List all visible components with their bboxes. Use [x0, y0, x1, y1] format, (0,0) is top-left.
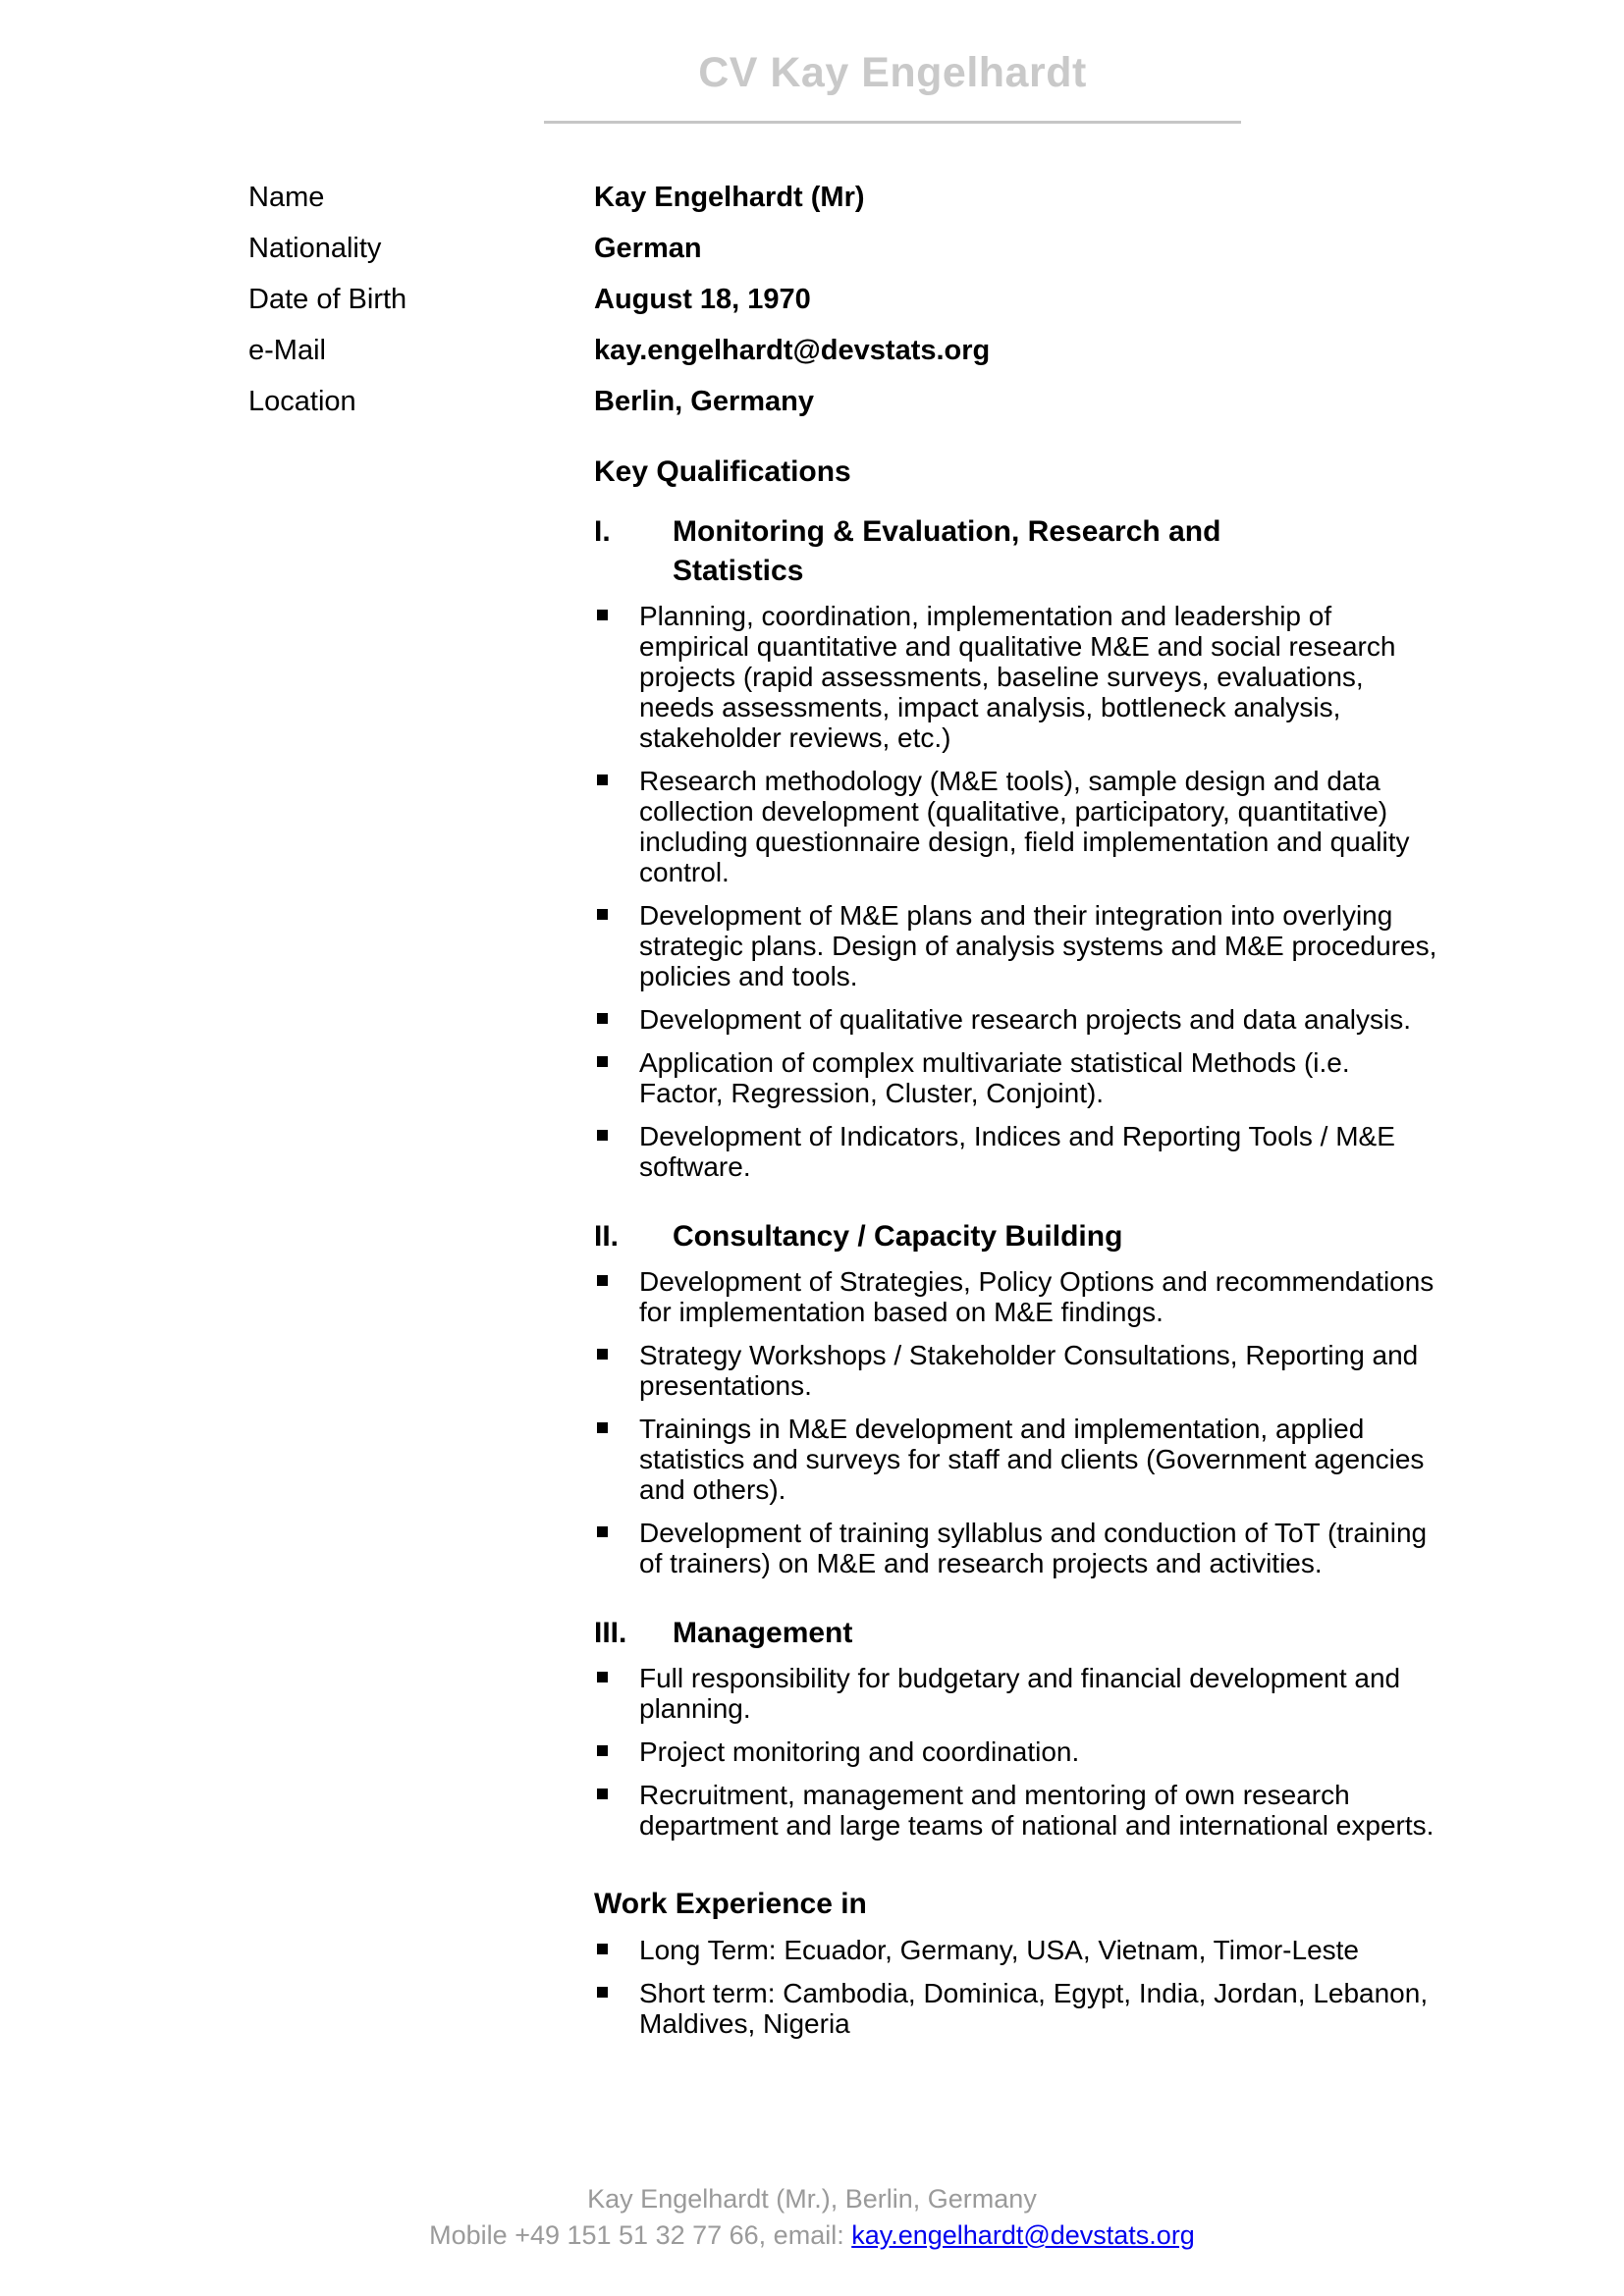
- list-item-text: Project monitoring and coordination.: [639, 1736, 1080, 1767]
- list-item: [594, 601, 1444, 753]
- main-content: [594, 454, 1444, 2039]
- bullet-square-icon: [594, 1047, 639, 1108]
- bullet-square-icon: [594, 601, 639, 753]
- list-item: [594, 1004, 1444, 1035]
- list-item: [594, 1340, 1444, 1401]
- info-value: Berlin, Germany: [594, 386, 815, 417]
- info-value-email: kay.engelhardt@devstats.org: [594, 335, 991, 366]
- page-footer: [0, 2181, 1624, 2254]
- bullet-square-icon: [594, 1004, 639, 1035]
- list-item-text: Recruitment, management and mentoring of own research department and large teams of national and international experts.: [639, 1780, 1435, 1841]
- info-row-nationality: [248, 234, 990, 264]
- section-title-text: Management: [673, 1617, 853, 1649]
- section-title: [594, 512, 1444, 591]
- info-label: e-Mail: [248, 335, 326, 366]
- footer-identity-line: Kay Engelhardt (Mr.), Berlin, Germany: [587, 2184, 1037, 2214]
- list-item: [594, 1266, 1444, 1327]
- footer-contact-line: [0, 2217, 1624, 2254]
- work-experience-list: [594, 1935, 1444, 2039]
- info-value: German: [594, 233, 702, 264]
- section-title: [594, 1217, 1444, 1256]
- footer-contact-text: Mobile +49 151 51 32 77 66, email:: [429, 2220, 852, 2250]
- list-item-text: Short term: Cambodia, Dominica, Egypt, India, Jordan, Lebanon, Maldives, Nigeria: [639, 1978, 1429, 2039]
- list-item-text: Research methodology (M&E tools), sample design and data collection development (qualitative, participatory, quantitative) including questionnaire design, field implementation and quality control.: [639, 766, 1410, 887]
- info-label: Location: [248, 386, 356, 417]
- list-item-text: Full responsibility for budgetary and financial development and planning.: [639, 1663, 1401, 1724]
- info-label: Nationality: [248, 233, 382, 264]
- list-item-text: Strategy Workshops / Stakeholder Consultations, Reporting and presentations.: [639, 1340, 1419, 1401]
- section-consultancy: [594, 1217, 1444, 1578]
- list-item-text: Planning, coordination, implementation and leadership of empirical quantitative and qualitative M&E and social research projects (rapid assessments, baseline surveys, evaluations, needs assessments, impact analysis, bottleneck analysis, stakeholder reviews, etc.): [639, 601, 1396, 753]
- bullet-square-icon: [594, 1414, 639, 1505]
- info-label: Date of Birth: [248, 284, 407, 315]
- bullet-square-icon: [594, 1518, 639, 1578]
- title-block: [544, 49, 1241, 124]
- section-numeral: II.: [594, 1220, 620, 1253]
- list-item-text: Trainings in M&E development and implementation, applied statistics and surveys for staff and clients (Government agencies and others).: [639, 1414, 1425, 1505]
- section-management: [594, 1614, 1444, 1841]
- section-title: [594, 1614, 1444, 1653]
- list-item-text: Development of Indicators, Indices and Reporting Tools / M&E software.: [639, 1121, 1395, 1182]
- list-item: [594, 1663, 1444, 1724]
- info-label: Name: [248, 182, 325, 213]
- list-item: [594, 1414, 1444, 1505]
- info-row-location: [248, 387, 990, 417]
- bullet-square-icon: [594, 1978, 639, 2039]
- work-experience-heading: Work Experience in: [594, 1888, 867, 1920]
- bullet-square-icon: [594, 766, 639, 887]
- list-item: [594, 1518, 1444, 1578]
- list-item: [594, 1978, 1444, 2039]
- list-item-text: Application of complex multivariate statistical Methods (i.e. Factor, Regression, Cluster, Conjoint).: [639, 1047, 1350, 1108]
- info-value: Kay Engelhardt (Mr): [594, 182, 865, 213]
- list-item: [594, 900, 1444, 991]
- list-item: [594, 1736, 1444, 1767]
- bullet-square-icon: [594, 900, 639, 991]
- personal-info-table: [248, 183, 990, 438]
- bullet-square-icon: [594, 1663, 639, 1724]
- info-row-email: [248, 336, 990, 366]
- bullet-square-icon: [594, 1266, 639, 1327]
- list-item-text: Development of Strategies, Policy Options and recommendations for implementation based on M&E findings.: [639, 1266, 1435, 1327]
- list-item-text: Development of M&E plans and their integration into overlying strategic plans. Design of analysis systems and M&E procedures, policies and tools.: [639, 900, 1437, 991]
- list-item: [594, 1780, 1444, 1841]
- list-item-text: Development of qualitative research projects and data analysis.: [639, 1004, 1411, 1035]
- bullet-square-icon: [594, 1736, 639, 1767]
- section-title-text: Monitoring & Evaluation, Research and Statistics: [673, 515, 1221, 587]
- bullet-square-icon: [594, 1340, 639, 1401]
- key-qualifications-heading: Key Qualifications: [594, 455, 851, 488]
- bullet-square-icon: [594, 1935, 639, 1965]
- list-item: [594, 1121, 1444, 1182]
- list-item: [594, 1935, 1444, 1965]
- section-title-text: Consultancy / Capacity Building: [673, 1220, 1123, 1253]
- section-numeral: I.: [594, 515, 611, 548]
- list-item: [594, 766, 1444, 887]
- list-item-text: Development of training syllablus and conduction of ToT (training of trainers) on M&E and research projects and activities.: [639, 1518, 1428, 1578]
- bullet-square-icon: [594, 1780, 639, 1841]
- info-value: August 18, 1970: [594, 284, 811, 315]
- list-item-text: Long Term: Ecuador, Germany, USA, Vietnam, Timor-Leste: [639, 1935, 1359, 1965]
- footer-email-link[interactable]: kay.engelhardt@devstats.org: [851, 2220, 1195, 2250]
- list-item: [594, 1047, 1444, 1108]
- info-row-date-of-birth: [248, 285, 990, 315]
- section-numeral: III.: [594, 1617, 627, 1649]
- info-row-name: [248, 183, 990, 213]
- section-monitoring-evaluation: [594, 512, 1444, 1182]
- document-title: CV Kay Engelhardt: [698, 49, 1087, 96]
- bullet-square-icon: [594, 1121, 639, 1182]
